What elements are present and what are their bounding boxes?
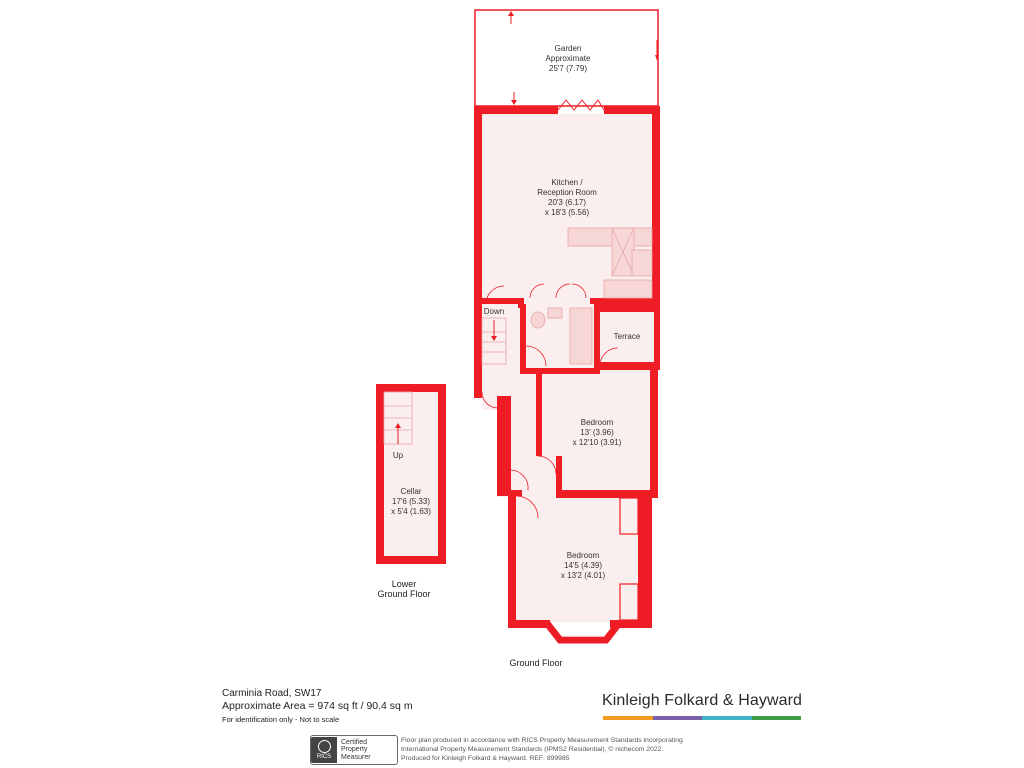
bedroom-2-label: Bedroom bbox=[566, 551, 600, 560]
rics-logo bbox=[311, 737, 337, 763]
disclaimer-line-1: Floor plan produced in accordance with RICS Property Measurement Standards incorporating bbox=[401, 737, 683, 744]
rics-line-2: Property bbox=[341, 746, 368, 754]
kitchen-dims-1: 20'3 (6.17) bbox=[548, 198, 586, 207]
property-info bbox=[222, 688, 413, 726]
measurement-disclaimer bbox=[401, 736, 721, 763]
disclaimer-line-2: International Property Measurement Standards (IPMS2 Residential). © nichecom 2022. bbox=[401, 746, 664, 753]
cellar-label: Cellar bbox=[400, 487, 422, 496]
rics-badge bbox=[310, 735, 398, 765]
terrace-label: Terrace bbox=[613, 332, 641, 341]
lower-floor-label-2: Ground Floor bbox=[377, 589, 431, 599]
kitchen-label-2: Reception Room bbox=[537, 188, 597, 197]
garden-dims: 25'7 (7.79) bbox=[549, 64, 587, 73]
lower-floor-label-1: Lower bbox=[391, 579, 417, 589]
bedroom-1-label: Bedroom bbox=[580, 418, 614, 427]
stairs-down bbox=[482, 318, 506, 364]
bedroom-1-dims-1: 13' (3.96) bbox=[580, 428, 614, 437]
property-address: Carminia Road, SW17 bbox=[222, 688, 322, 699]
cellar-dims-1: 17'6 (5.33) bbox=[392, 497, 430, 506]
brand-bar-orange bbox=[603, 716, 653, 720]
cellar-dims-2: x 5'4 (1.63) bbox=[391, 507, 431, 516]
rics-line-1: Certified bbox=[341, 738, 368, 746]
cellar-walls bbox=[376, 384, 446, 564]
property-note: For identification only - Not to scale bbox=[222, 715, 340, 724]
disclaimer-line-3: Produced for Kinleigh Folkard & Hayward. REF: 899985 bbox=[401, 755, 570, 762]
rics-emblem-icon bbox=[318, 740, 331, 753]
property-area: Approximate Area = 974 sq ft / 90.4 sq m bbox=[222, 700, 413, 712]
bedroom-2-dims-1: 14'5 (4.39) bbox=[564, 561, 602, 570]
agent-brand-bar bbox=[603, 716, 801, 720]
rics-logo-text: RICS bbox=[316, 754, 332, 760]
agent-brand-name: Kinleigh Folkard & Hayward bbox=[602, 692, 803, 709]
rics-line-3: Measurer bbox=[341, 753, 371, 761]
bedroom-2-dims-2: x 13'2 (4.01) bbox=[560, 571, 606, 580]
cellar-up-label: Up bbox=[392, 451, 404, 460]
rics-badge-text bbox=[337, 739, 371, 762]
ground-floor-label: Ground Floor bbox=[509, 658, 563, 668]
stairs-down-label: Down bbox=[483, 307, 505, 316]
garden-sub-label: Approximate bbox=[545, 54, 591, 63]
bedroom-1-dims-2: x 12'10 (3.91) bbox=[572, 438, 622, 447]
brand-bar-blue bbox=[702, 716, 752, 720]
brand-bar-purple bbox=[653, 716, 703, 720]
kitchen-dims-2: x 18'3 (5.56) bbox=[544, 208, 590, 217]
brand-bar-green bbox=[752, 716, 802, 720]
garden-label: Garden bbox=[554, 44, 582, 53]
kitchen-label: Kitchen / bbox=[551, 178, 583, 187]
